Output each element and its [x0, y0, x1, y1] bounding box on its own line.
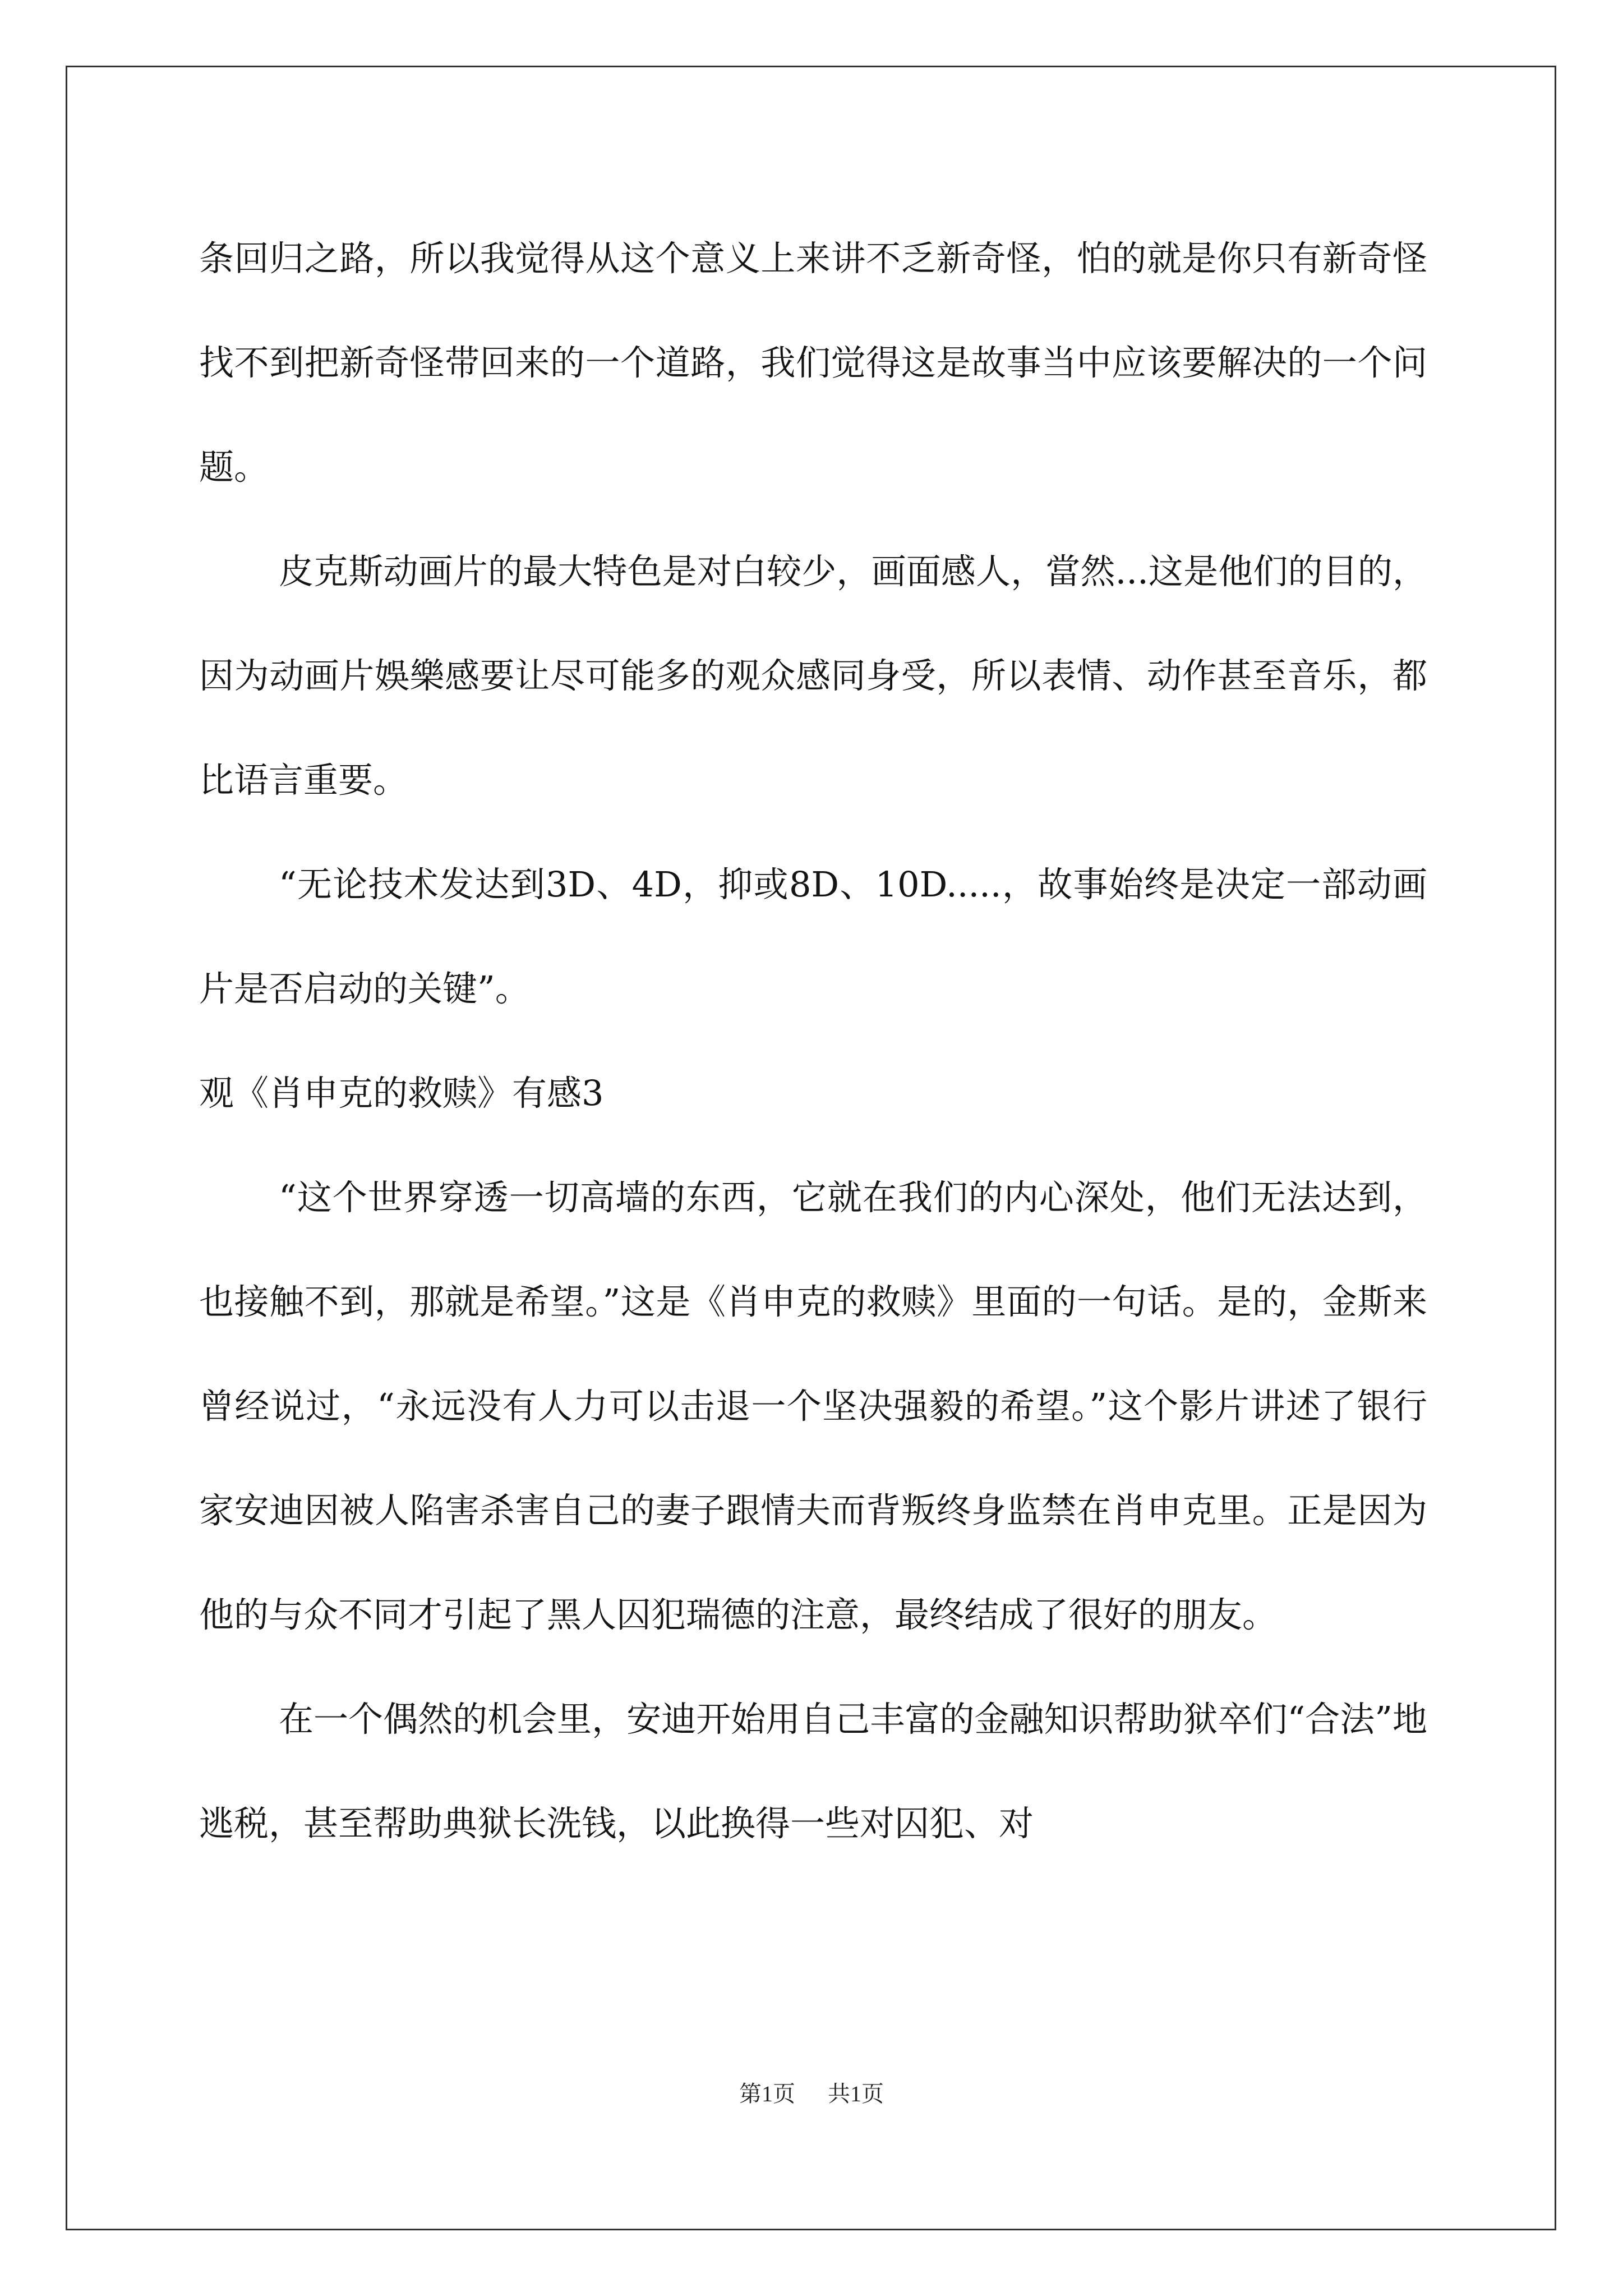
document-body — [199, 206, 1427, 1876]
page-total: 共1页 — [828, 2081, 884, 2106]
page-footer — [0, 2078, 1623, 2110]
section-heading: 观《肖申克的救赎》有感3 — [199, 1073, 604, 1114]
paragraph-shawshank-andy: 在一个偶然的机会里，安迪开始用自己丰富的金融知识帮助狱卒们“合法”地逃税，甚至帮助典狱长洗钱，以此换得一些对囚犯、对 — [199, 1699, 1427, 1844]
paragraph-shawshank-intro: “这个世界穿透一切高墙的东西，它就在我们的内心深处，他们无法达到，也接触不到，那就是希望。”这是《肖申克的救赎》里面的一句话。是的，金斯来曾经说过，“永远没有人力可以击退一个坚决强毅的希望。”这个影片讲述了银行家安迪因被人陷害杀害自己的妻子跟情夫而背叛终身监禁在肖申克里。正是因为他的与众不同才引起了黑人囚犯瑞德的注意，最终结成了很好的朋友。 — [199, 1177, 1427, 1635]
paragraph-quote: “无论技术发达到3D、4D，抑或8D、10D.....，故事始终是决定一部动画片是否启动的关键”。 — [199, 864, 1427, 1009]
page-number: 第1页 — [739, 2081, 795, 2106]
paragraph-continuation: 条回归之路，所以我觉得从这个意义上来讲不乏新奇怪，怕的就是你只有新奇怪找不到把新奇怪带回来的一个道路，我们觉得这是故事当中应该要解决的一个问题。 — [199, 238, 1427, 487]
paragraph-pixar: 皮克斯动画片的最大特色是对白较少，画面感人，當然...这是他们的目的，因为动画片娛樂感要让尽可能多的观众感同身受，所以表情、动作甚至音乐，都比语言重要。 — [199, 551, 1427, 800]
